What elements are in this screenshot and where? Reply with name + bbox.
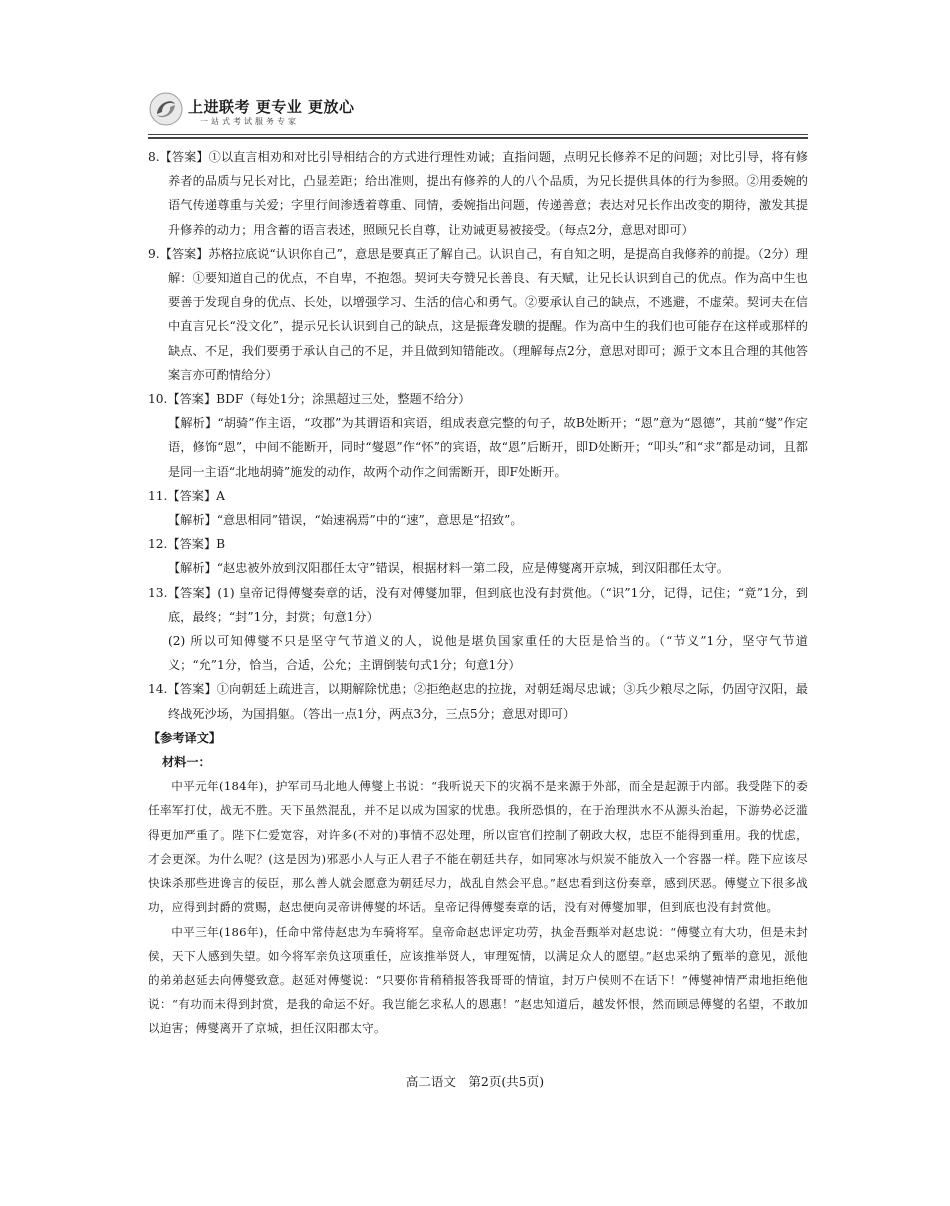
page-footer: 高二语文 第2页(共5页): [405, 1074, 545, 1089]
answer-10-analysis: 【解析】“胡骑”作主语，“攻郡”为其谓语和宾语，组成表意完整的句子，故B处断开；“恩”意为“恩德”，其前“燮”作定语，修饰“恩”，中间不能断开，同时“燮恩”作“怀”的宾语，故“恩”后断开，即D处断开；“叩头”和“求”都是动词，且都是同一主语“北地胡骑”施发的动作，故两个动作之间需断开，即F处断开。: [168, 416, 808, 479]
answer-13-part-2: (2) 所以可知傅燮不只是坚守气节道义的人，说他是堪负国家重任的大臣是恰当的。（“节义”1分，坚守气节道义；“允”1分，恰当，合适，公允；主谓倒装句式1分；句意1分）: [168, 634, 808, 673]
page-header: [148, 90, 808, 140]
answer-11: 11.【答案】A: [148, 488, 225, 503]
answer-10: 10.【答案】BDF（每处1分；涂黑超过三处，整题不给分）: [148, 392, 471, 407]
answer-14: 14.【答案】①向朝廷上疏进言，以期解除忧患；②拒绝赵忠的拉拢，对朝廷竭尽忠诚；③兵少粮尽之际，仍固守汉阳，最终战死沙场，为国捐躯。（答出一点1分，两点3分，三点5分；意思对即可）: [148, 682, 808, 721]
reference-heading: 【参考译文】: [148, 730, 222, 745]
answer-content: [148, 145, 808, 1041]
translation-paragraph: 中平三年(186年)，任命中常侍赵忠为车骑将军。皇帝命赵忠评定功劳，执金吾甄举对赵忠说：“傅燮立有大功，但是未封侯，天下人感到失望。如今将军亲负这项重任，应该推举贤人，审理冤情，以满足众人的愿望。”赵忠采纳了甄举的意见，派他的弟弟赵延去向傅燮致意。赵延对傅燮说：“只要你肯稍稍报答我哥哥的情谊，封万户侯则不在话下！”傅燮神情严肃地拒绝他说：“有功而未得到封赏，是我的命运不好。我岂能乞求私人的恩惠！”赵忠知道后，越发怀恨，然而顾忌傅燮的名望，不敢加以迫害；傅燮离开了京城，担任汉阳郡太守。: [148, 924, 808, 1036]
answer-13: 13.【答案】(1) 皇帝记得傅燮奏章的话，没有对傅燮加罪，但到底也没有封赏他。（“识”1分，记得，记住；“竟”1分，到底，最终；“封”1分，封赏；句意1分）: [148, 585, 808, 624]
translation-paragraph: 中平元年(184年)，护军司马北地人傅燮上书说：“我听说天下的灾祸不是来源于外部，而全是起源于内部。我受陛下的委任率军打仗，战无不胜。天下虽然混乱，并不足以成为国家的忧患。我所恐惧的，在于治理洪水不从源头治起，下游势必泛滥得更加严重了。陛下仁爱宽容，对许多(不对的)事情不忍处理，所以宦官们控制了朝政大权，忠臣不能得到重用。我的忧虑，才会更深。为什么呢？(这是因为)邪恶小人与正人君子不能在朝廷共存，如同寒冰与炽炭不能放入一个容器一样。陛下应该尽快诛杀那些进谗言的佞臣，那么善人就会愿意为朝廷尽力，战乱自然会平息。”赵忠看到这份奏章，感到厌恶。傅燮立下很多战功，应得到封爵的赏赐，赵忠便向灵帝讲傅燮的坏话。皇帝记得傅燮奏章的话，没有对傅燮加罪，但到底也没有封赏他。: [148, 779, 808, 915]
answer-12: 12.【答案】B: [148, 537, 226, 552]
material-label: 材料一：: [162, 755, 211, 770]
answer-9: 9.【答案】苏格拉底说“认识你自己”，意思是要真正了解自己。认识自己，有自知之明，是提高自我修养的前提。（2分）理解：①要知道自己的优点，不自卑，不抱怨。契诃夫夸赞兄长善良、有天赋，让兄长认识到自己的优点。作为高中生也要善于发现自身的优点、长处，以增强学习、生活的信心和勇气。②要承认自己的缺点，不逃避，不虚荣。契诃夫在信中直言兄长“没文化”，提示兄长认识到自己的缺点，这是振聋发聩的提醒。作为高中生的我们也可能存在这样或那样的缺点、不足，我们要勇于承认自己的不足，并且做到知错能改。（理解每点2分，意思对即可；源于文本且合理的其他答案言亦可酌情给分）: [148, 246, 808, 382]
answer-12-analysis: 【解析】“赵忠被外放到汉阳郡任太守”错误，根据材料一第二段，应是傅燮离开京城，到汉阳郡任太守。: [168, 561, 729, 576]
brand-subtitle: 一站式考试服务专家: [200, 117, 299, 126]
brand-title: 上进联考 更专业 更放心: [188, 98, 355, 116]
answer-8: 8.【答案】①以直言相劝和对比引导相结合的方式进行理性劝诫；直指问题，点明兄长修养不足的问题；对比引导，将有修养者的品质与兄长对比，凸显差距；给出准则，提出有修养的人的八个品质，为兄长提供具体的行为参照。②用委婉的语气传递尊重与关爱；字里行间渗透着尊重、同情，委婉指出问题，传递善意；表达对兄长作出改变的期待，激发其提升修养的动力；用含蓄的语言表述，照顾兄长自尊，让劝诫更易被接受。（每点2分，意思对即可）: [148, 150, 808, 237]
logo-swirl-icon: [148, 90, 184, 128]
header-divider: [148, 134, 808, 135]
answer-11-analysis: 【解析】“意思相同”错误，“始速祸焉”中的“速”，意思是“招致”。: [168, 513, 523, 528]
header-divider-thick: [148, 137, 808, 139]
